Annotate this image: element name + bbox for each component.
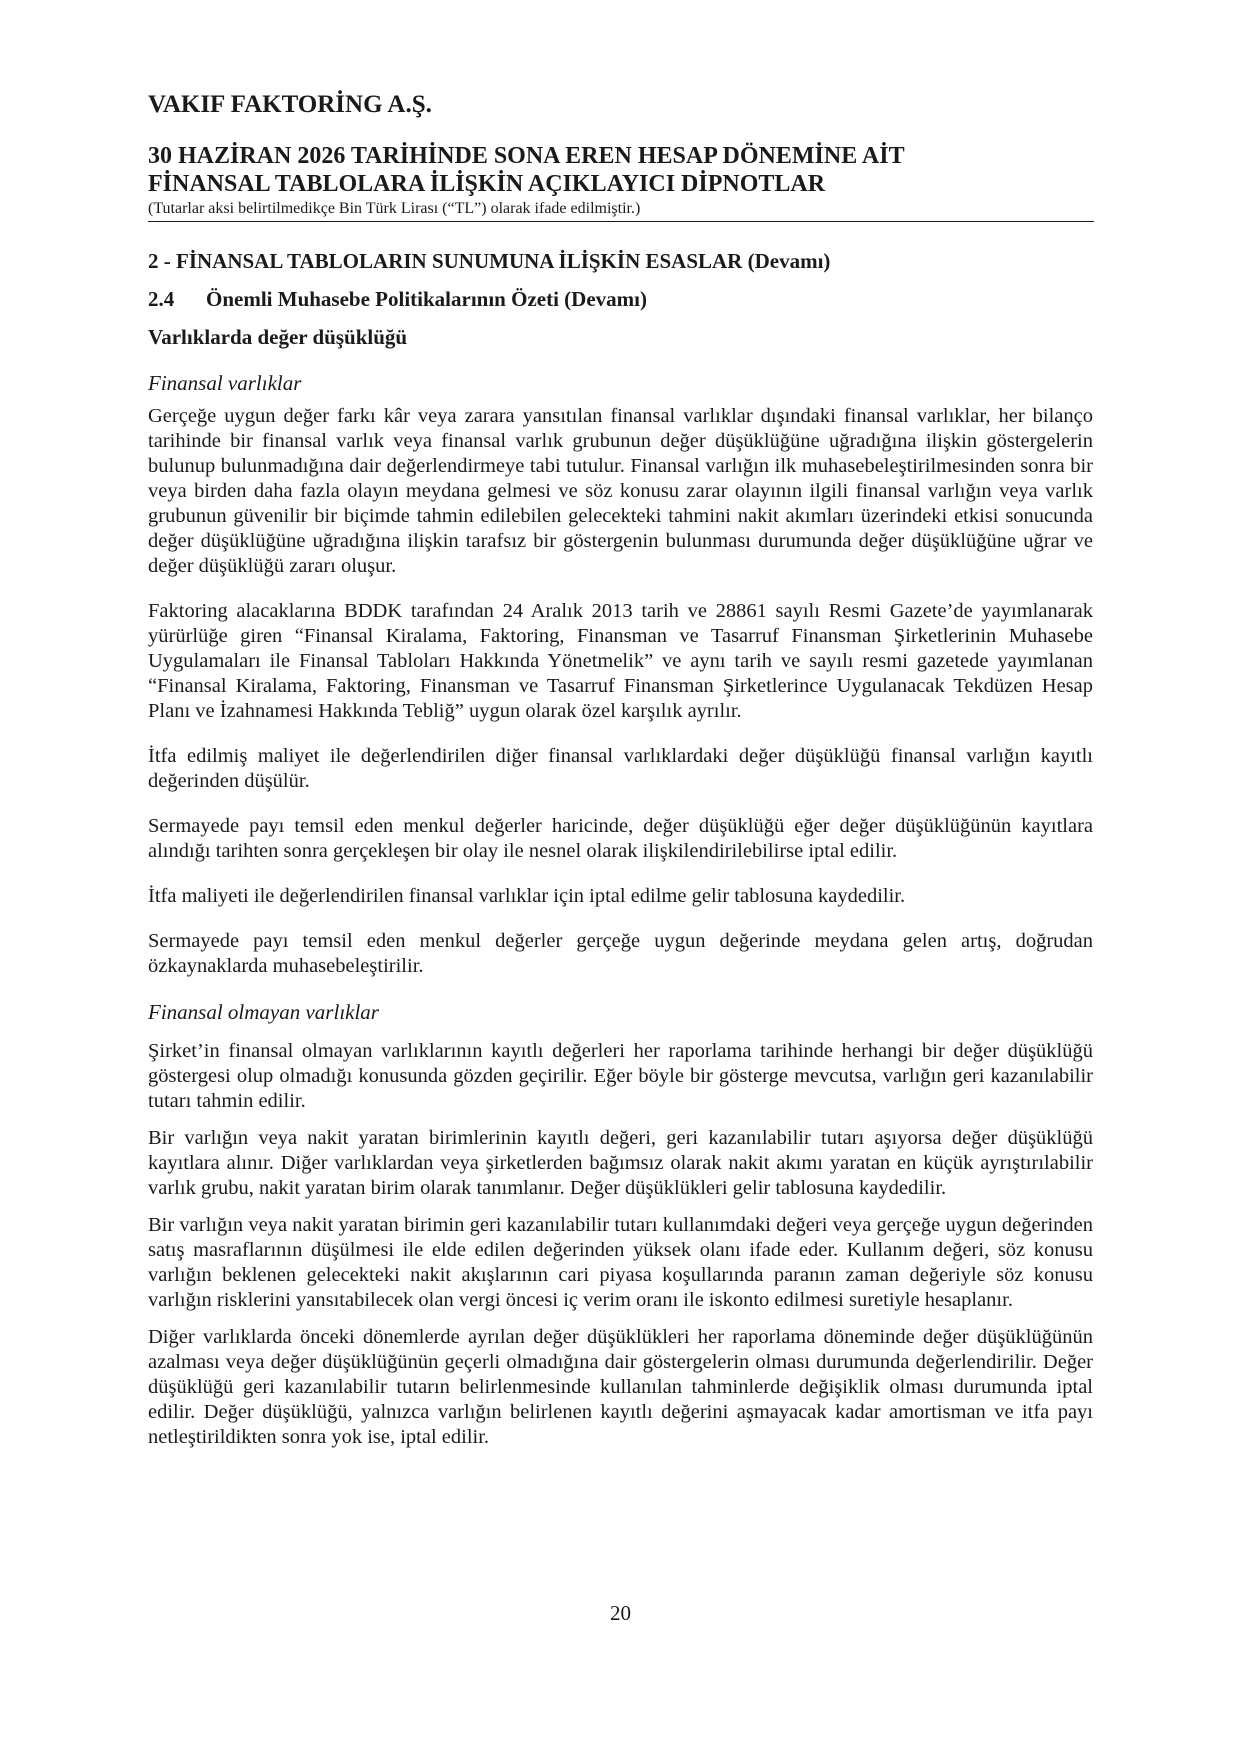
page-number: 20	[610, 1601, 631, 1625]
report-title-line-2: FİNANSAL TABLOLARA İLİŞKİN AÇIKLAYICI DİPNOTLAR	[148, 171, 826, 197]
paragraph: Gerçeğe uygun değer farkı kâr veya zarara yansıtılan finansal varlıklar dışındaki finansal varlıklar, her bilanço tarihinde bir finansal varlık veya finansal varlık grubunun değer düşüklüğüne uğradığına ilişkin göstergelerin bulunup bulunmadığına dair değerlendirmeye tabi tutulur. Finansal varlığın ilk muhasebeleştirilmesinden sonra bir veya birden daha fazla olayın meydana gelmesi ve söz konusu zarar olayının ilgili finansal varlığın veya varlık grubunun güvenilir bir biçimde tahmin edilebilen gelecekteki tahmini nakit akımları üzerindeki etkisi sonucunda değer düşüklüğüne uğradığına ilişkin tarafsız bir göstergenin bulunması durumunda değer düşüklüğüne uğrar ve değer düşüklüğü zararı oluşur.	[148, 405, 1093, 577]
non-financial-assets-heading: Finansal olmayan varlıklar	[148, 1000, 379, 1024]
report-title-line-1: 30 HAZİRAN 2026 TARİHİNDE SONA EREN HESAP DÖNEMİNE AİT	[148, 143, 905, 169]
paragraph: Bir varlığın veya nakit yaratan birimlerinin kayıtlı değeri, geri kazanılabilir tutarı aşıyorsa değer düşüklüğü kayıtlara alınır. Diğer varlıklardan veya şirketlerden bağımsız olarak nakit akımı yaratan en küçük ayrıştırılabilir varlık grubu, nakit yaratan birim olarak tanımlanır. Değer düşüklükleri gelir tablosuna kaydedilir.	[148, 1127, 1093, 1199]
company-name: VAKIF FAKTORİNG A.Ş.	[148, 91, 432, 118]
subsection-heading	[148, 286, 1093, 312]
document-page	[148, 90, 1093, 1450]
financial-assets-heading: Finansal varlıklar	[148, 371, 302, 395]
paragraph: İtfa edilmiş maliyet ile değerlendirilen diğer finansal varlıklardaki değer düşüklüğü finansal varlığın kayıtlı değerinden düşülür.	[148, 745, 1093, 792]
paragraph: İtfa maliyeti ile değerlendirilen finansal varlıklar için iptal edilme gelir tablosuna kaydedilir.	[148, 885, 906, 907]
paragraph: Bir varlığın veya nakit yaratan birimin geri kazanılabilir tutarı kullanımdaki değeri veya gerçeğe uygun değerinden satış masraflarının düşülmesi ile elde edilen değerinden yüksek olanı ifade eder. Kullanım değeri, söz konusu varlığın beklenen gelecekteki nakit akışlarının cari piyasa koşullarında paranın zaman değeriyle söz konusu varlığın risklerini yansıtabilecek olan vergi öncesi iç verim oranı ile iskonto edilmesi suretiyle hesaplanır.	[148, 1214, 1093, 1311]
paragraph: Diğer varlıklarda önceki dönemlerde ayrılan değer düşüklükleri her raporlama döneminde değer düşüklüğünün azalması veya değer düşüklüğünün geçerli olmadığına dair göstergelerin olması durumunda değerlendirilir. Değer düşüklüğü geri kazanılabilir tutarın belirlenmesinde kullanılan tahminlerde değişiklik olması durumunda iptal edilir. Değer düşüklüğü, yalnızca varlığın belirlenen kayıtlı değerini aşmayacak kadar amortisman ve itfa payı netleştirildikten sonra yok ise, iptal edilir.	[148, 1326, 1093, 1448]
paragraph: Şirket’in finansal olmayan varlıklarının kayıtlı değerleri her raporlama tarihinde herhangi bir değer düşüklüğü göstergesi olup olmadığı konusunda gözden geçirilir. Eğer böyle bir gösterge mevcutsa, varlığın geri kazanılabilir tutarı tahmin edilir.	[148, 1040, 1093, 1112]
subsection-title: Önemli Muhasebe Politikalarının Özeti (Devamı)	[206, 287, 647, 311]
paragraph: Sermayede payı temsil eden menkul değerler gerçeğe uygun değerinde meydana gelen artış, doğrudan özkaynaklarda muhasebeleştirilir.	[148, 930, 1093, 977]
paragraph: Faktoring alacaklarına BDDK tarafından 24 Aralık 2013 tarih ve 28861 sayılı Resmi Gazete’de yayımlanarak yürürlüğe giren “Finansal Kiralama, Faktoring, Finansman ve Tasarruf Finansman Şirketlerinin Muhasebe Uygulamaları ile Finansal Tabloları Hakkında Yönetmelik” ve aynı tarih ve sayılı resmi gazetede yayımlanan “Finansal Kiralama, Faktoring, Finansman ve Tasarruf Finansman Şirketlerince Uygulanacak Tekdüzen Hesap Planı ve İzahnamesi Hakkında Tebliğ” uygun olarak özel karşılık ayrılır.	[148, 600, 1093, 722]
header-rule	[148, 221, 1094, 222]
currency-note: (Tutarlar aksi belirtilmedikçe Bin Türk Lirası (“TL”) olarak ifade edilmiştir.)	[148, 200, 641, 217]
section-title: 2 - FİNANSAL TABLOLARIN SUNUMUNA İLİŞKİN ESASLAR (Devamı)	[148, 249, 831, 273]
topic-heading: Varlıklarda değer düşüklüğü	[148, 325, 408, 349]
paragraph: Sermayede payı temsil eden menkul değerler haricinde, değer düşüklüğü eğer değer düşüklüğünün kayıtlara alındığı tarihten sonra gerçekleşen bir olay ile nesnel olarak ilişkilendirilebilirse iptal edilir.	[148, 815, 1093, 862]
subsection-number: 2.4	[148, 287, 175, 311]
